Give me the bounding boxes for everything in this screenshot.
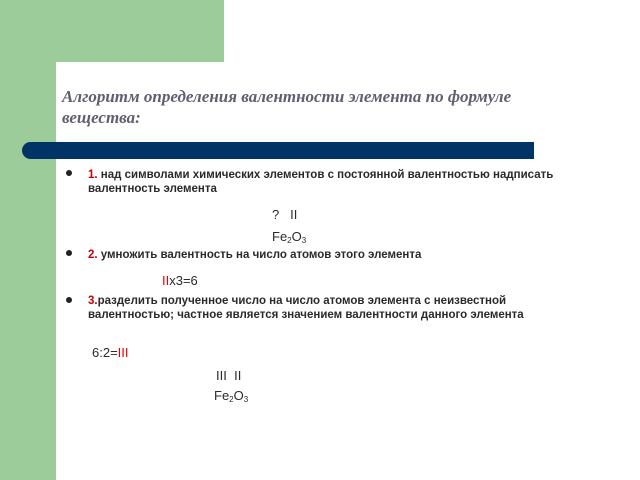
bullet-icon (64, 295, 74, 305)
valence-unknown: ? (272, 207, 280, 222)
element-index: 2 (287, 236, 292, 245)
step-3-valences (216, 368, 241, 383)
element-symbol: Fe (214, 388, 230, 403)
step-number: 3. (88, 295, 98, 307)
step-3-formula (214, 388, 248, 404)
calculation-expression: х3=6 (169, 273, 198, 288)
element-symbol: Fe (272, 229, 288, 244)
valence-fe: III (216, 368, 227, 383)
step-number: 2. (88, 249, 98, 261)
step-3-calculation (92, 345, 129, 360)
calculation-expression: 6:2= (92, 345, 118, 360)
step-3-text (88, 294, 593, 322)
element-index: 3 (243, 395, 249, 404)
element-symbol: O (233, 388, 244, 403)
valence-known: II (290, 207, 298, 222)
bullet-icon (64, 168, 74, 178)
element-symbol: O (291, 229, 302, 244)
valence: II (162, 273, 170, 288)
step-1-formula (272, 229, 306, 245)
bullet-icon (64, 248, 74, 258)
calculation-result: III (117, 345, 129, 360)
step-description: разделить полученное число на число атомов элемента с неизвестной валентностью; частное является значением валентности данного элемента (88, 295, 524, 321)
element-index: 3 (301, 236, 307, 245)
step-number: 1. (88, 169, 98, 181)
step-2-calculation (162, 273, 198, 288)
title-underline-bar (22, 142, 534, 159)
decorative-green-band-left (0, 0, 56, 480)
step-description: над символами химических элементов с постоянной валентностью надписать валентность элемента (88, 169, 554, 195)
step-1-text (88, 168, 598, 196)
step-2-text (88, 248, 598, 262)
slide-title: Алгоритм определения валентности элемента по формуле вещества: (62, 87, 512, 127)
step-description: умножить валентность на число атомов этого элемента (97, 249, 422, 261)
element-index: 2 (229, 395, 234, 404)
step-1-valences (272, 207, 297, 222)
valence-o: II (234, 368, 242, 383)
